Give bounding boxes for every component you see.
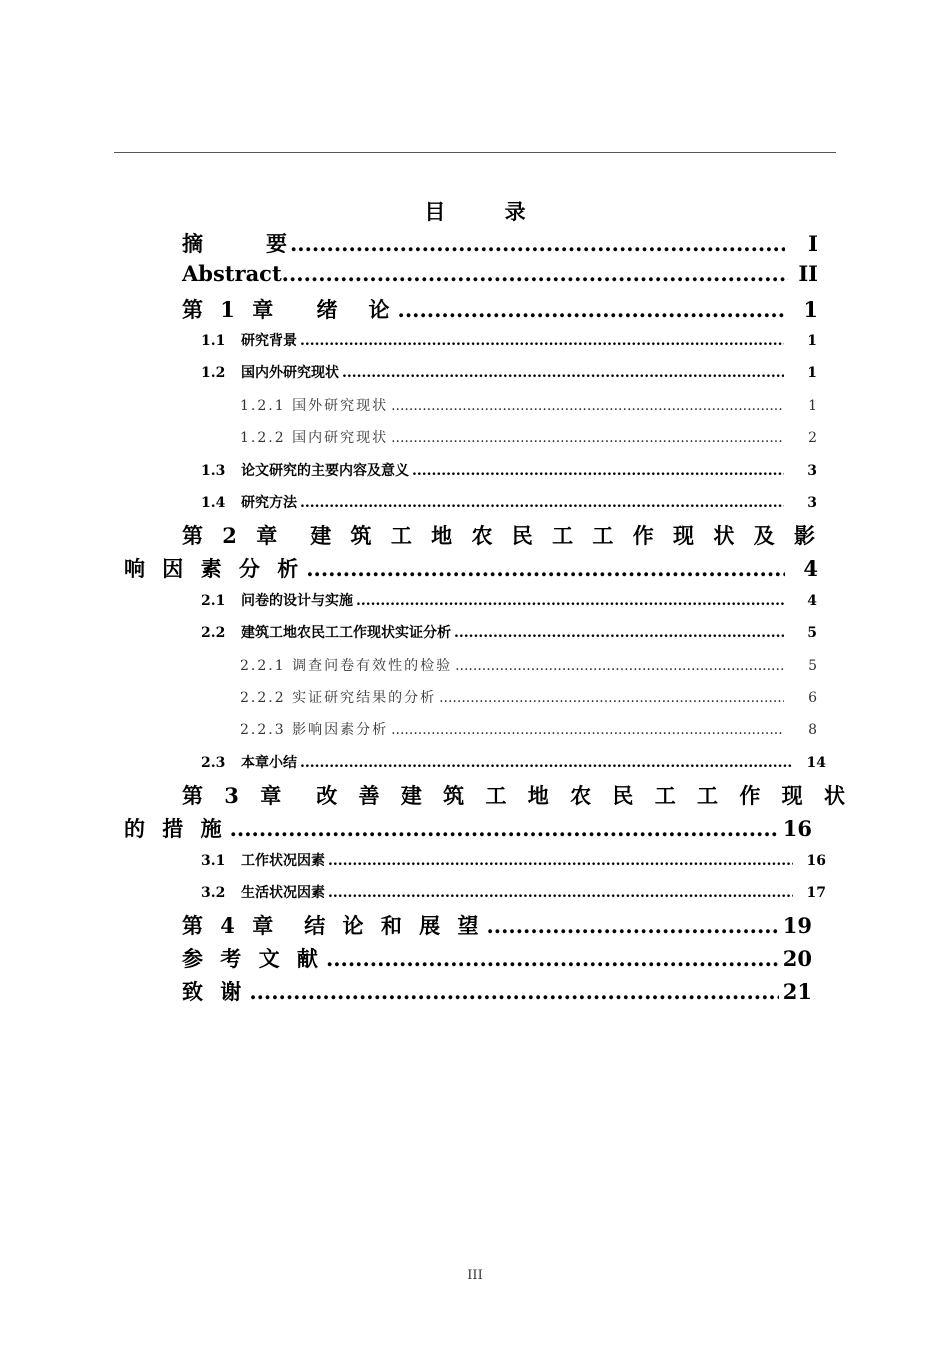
leader-dots [486,913,779,938]
toc-page: 3 [807,495,817,511]
leader-dots [454,625,784,641]
toc-entry-chapter-3-line1[interactable]: 第 3 章 改 善 建 筑 工 地 农 民 工 工 作 现 状 [182,783,852,808]
toc-label: 参 考 文 献 [182,946,323,971]
toc-number: 2.1 [201,593,226,609]
leader-dots [249,979,779,1004]
toc-page: 20 [782,946,812,971]
toc-page: 21 [782,979,812,1004]
toc-number: 2.3 [201,755,226,771]
toc-entry-1-2-2[interactable] [240,427,817,447]
toc-number: 3.2 [201,885,226,901]
toc-page: 6 [808,690,817,706]
leader-dots [391,398,784,414]
toc-page: 5 [807,625,817,641]
toc-entry-1-1[interactable] [201,330,817,350]
leader-dots [300,755,793,771]
toc-page: 14 [806,755,826,771]
leader-dots [455,658,784,674]
toc-label: 1.2.2 国内研究现状 [240,430,389,446]
toc-entry-abstract-cn[interactable] [182,228,818,258]
toc-entry-references[interactable] [182,943,812,973]
toc-label: 2.2.3 影响因素分析 [240,722,389,738]
toc-label: 响 因 素 分 析 [124,556,304,581]
toc-entry-acknowledgements[interactable] [182,976,812,1006]
toc-page: 1 [807,333,817,349]
leader-dots [342,365,784,381]
toc-label: 第 4 章 结 论 和 展 望 [182,913,484,938]
leader-dots [328,853,793,869]
toc-label: 研究背景 [241,333,297,349]
toc-label: 2.2.1 调查问卷有效性的检验 [240,658,453,674]
toc-entry-2-1[interactable] [201,590,817,610]
toc-entry-2-2-3[interactable] [240,719,817,739]
toc-page: 8 [808,722,817,738]
toc-label: 问卷的设计与实施 [241,593,353,609]
leader-dots [306,556,785,581]
toc-label: Abstract [182,261,282,286]
leader-dots [300,333,784,349]
toc-page: 16 [782,816,812,841]
toc-page: 1 [808,398,817,414]
leader-dots [326,946,779,971]
leader-dots [290,231,785,256]
toc-entry-abstract-en[interactable] [182,261,818,286]
leader-dots [391,430,784,446]
toc-page: 1 [803,297,818,322]
leader-dots [300,495,784,511]
toc-entry-1-2[interactable] [201,362,817,382]
toc-entry-chapter-2[interactable] [124,553,818,583]
header-rule [114,152,836,153]
leader-dots [282,261,788,286]
toc-entry-chapter-1[interactable] [182,294,818,324]
toc-label: 建筑工地农民工工作现状实证分析 [241,625,451,641]
leader-dots [356,593,784,609]
toc-number: 1.1 [201,333,226,349]
toc-title: 目 录 [424,199,552,224]
toc-label: 的 措 施 [124,816,227,841]
leader-dots [439,690,784,706]
toc-page: 1 [807,365,817,381]
toc-entry-1-3[interactable] [201,460,817,480]
leader-dots [391,722,784,738]
toc-entry-chapter-2-line1[interactable]: 第 2 章 建 筑 工 地 农 民 工 工 作 现 状 及 影 [182,523,821,548]
toc-entry-1-2-1[interactable] [240,395,817,415]
toc-page: 17 [806,885,826,901]
toc-label: 致 谢 [182,979,247,1004]
leader-dots [398,297,785,322]
toc-label: 第 1 章 绪 论 [182,297,395,322]
toc-entry-chapter-4[interactable] [182,910,812,940]
toc-number: 2.2 [201,625,226,641]
toc-number: 3.1 [201,853,226,869]
leader-dots [230,816,779,841]
toc-number: 1.2 [201,365,226,381]
toc-label: 国内外研究现状 [241,365,339,381]
toc-entry-3-2[interactable] [201,882,826,902]
toc-entry-3-1[interactable] [201,850,826,870]
toc-page: II [798,261,818,286]
toc-entry-2-2-1[interactable] [240,655,817,675]
toc-page: 19 [782,913,812,938]
toc-page: 5 [808,658,817,674]
toc-page: 16 [806,853,826,869]
toc-page: 3 [807,463,817,479]
toc-entry-1-4[interactable] [201,492,817,512]
toc-number: 1.3 [201,463,226,479]
toc-label: 研究方法 [241,495,297,511]
toc-page: 2 [808,430,817,446]
leader-dots [412,463,784,479]
toc-page: 4 [807,593,817,609]
toc-page: 4 [803,556,818,581]
toc-label: 本章小结 [241,755,297,771]
page-number: III [467,1268,483,1283]
toc-entry-2-2[interactable] [201,622,817,642]
toc-entry-2-3[interactable] [201,752,826,772]
toc-number: 1.4 [201,495,226,511]
toc-entry-chapter-3[interactable] [124,813,812,843]
toc-label: 1.2.1 国外研究现状 [240,398,389,414]
toc-entry-2-2-2[interactable] [240,687,817,707]
toc-label: 论文研究的主要内容及意义 [241,463,409,479]
toc-label: 工作状况因素 [241,853,325,869]
toc-page: I [808,231,818,256]
leader-dots [328,885,793,901]
toc-label: 2.2.2 实证研究结果的分析 [240,690,437,706]
toc-label: 生活状况因素 [241,885,325,901]
toc-label: 摘 要 [182,231,287,256]
